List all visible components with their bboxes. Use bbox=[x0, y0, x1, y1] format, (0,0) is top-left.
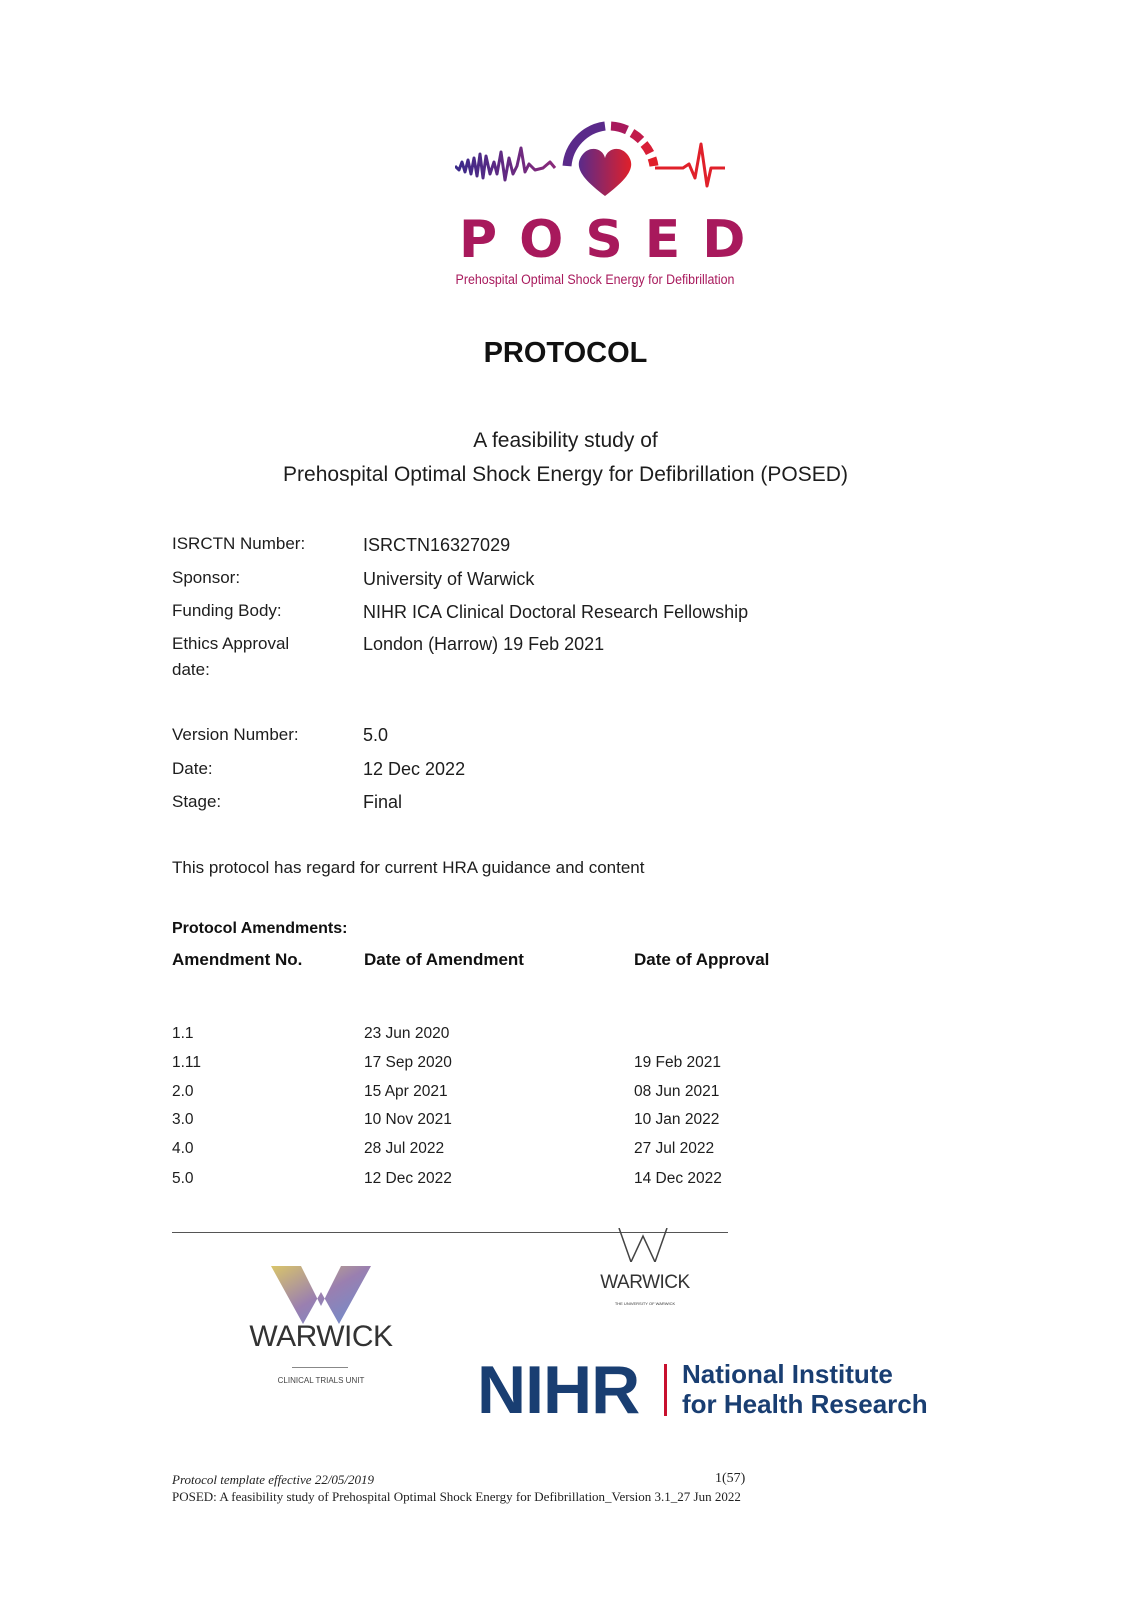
warwick-university-subtext: THE UNIVERSITY OF WARWICK bbox=[614, 1301, 676, 1306]
ctu-divider bbox=[292, 1367, 348, 1368]
table-cell: 28 Jul 2022 bbox=[364, 1140, 445, 1157]
posed-tagline: Prehospital Optimal Shock Energy for Defibrillation bbox=[455, 272, 735, 287]
document-title: PROTOCOL bbox=[483, 337, 648, 369]
ethics-value: London (Harrow) 19 Feb 2021 bbox=[363, 634, 605, 654]
table-cell: 4.0 bbox=[172, 1140, 194, 1157]
ecg-wave-right-icon bbox=[655, 144, 725, 186]
table-cell: 2.0 bbox=[172, 1083, 194, 1100]
table-cell: 15 Apr 2021 bbox=[364, 1083, 448, 1100]
sponsor-label: Sponsor: bbox=[172, 568, 241, 587]
warwick-w-icon bbox=[617, 1228, 669, 1262]
table-cell: 08 Jun 2021 bbox=[634, 1083, 720, 1100]
subtitle-line-1: A feasibility study of bbox=[473, 429, 658, 452]
sponsor-value: University of Warwick bbox=[363, 569, 535, 589]
col-header-amendment-no: Amendment No. bbox=[172, 950, 303, 969]
hra-note: This protocol has regard for current HRA guidance and content bbox=[172, 858, 645, 877]
table-cell: 19 Feb 2021 bbox=[634, 1054, 722, 1071]
warwick-university-logo-text: WARWICK bbox=[600, 1272, 690, 1293]
footer-document-ref: POSED: A feasibility study of Prehospital Optimal Shock Energy for Defibrillation_Version 3.1_27 Jun 2022 bbox=[172, 1489, 741, 1504]
posed-wordmark: POSED bbox=[459, 210, 768, 270]
nihr-name-line-2: for Health Research bbox=[682, 1389, 928, 1419]
stage-label: Stage: bbox=[172, 792, 222, 811]
table-cell: 3.0 bbox=[172, 1111, 194, 1128]
col-header-date-of-amendment: Date of Amendment bbox=[364, 950, 524, 969]
table-cell: 12 Dec 2022 bbox=[364, 1170, 452, 1187]
nihr-name-line-1: National Institute bbox=[682, 1359, 893, 1389]
page-number: 1(57) bbox=[715, 1471, 746, 1486]
date-value: 12 Dec 2022 bbox=[363, 759, 466, 779]
funding-value: NIHR ICA Clinical Doctoral Research Fellowship bbox=[363, 602, 749, 622]
table-cell: 1.11 bbox=[172, 1054, 202, 1071]
subtitle-line-2: Prehospital Optimal Shock Energy for Defibrillation (POSED) bbox=[283, 463, 848, 486]
table-cell: 14 Dec 2022 bbox=[634, 1170, 722, 1187]
table-cell: 27 Jul 2022 bbox=[634, 1140, 715, 1157]
nihr-divider bbox=[664, 1364, 667, 1416]
table-cell: 17 Sep 2020 bbox=[364, 1054, 452, 1071]
ctu-logo-text: WARWICK bbox=[249, 1320, 393, 1353]
table-cell: 1.1 bbox=[172, 1025, 194, 1042]
funding-label: Funding Body: bbox=[172, 601, 282, 620]
version-value: 5.0 bbox=[363, 725, 389, 745]
ecg-wave-left-icon bbox=[455, 148, 555, 180]
table-cell: 23 Jun 2020 bbox=[364, 1025, 450, 1042]
isrctn-label: ISRCTN Number: bbox=[172, 534, 306, 553]
table-cell: 10 Nov 2021 bbox=[364, 1111, 452, 1128]
footer-template-note: Protocol template effective 22/05/2019 bbox=[172, 1472, 375, 1487]
date-label: Date: bbox=[172, 759, 213, 778]
nihr-logo-abbr: NIHR bbox=[477, 1352, 640, 1428]
table-cell: 5.0 bbox=[172, 1170, 194, 1187]
col-header-date-of-approval: Date of Approval bbox=[634, 950, 770, 969]
version-label: Version Number: bbox=[172, 725, 299, 744]
table-cell: 10 Jan 2022 bbox=[634, 1111, 720, 1128]
stage-value: Final bbox=[363, 792, 403, 812]
heart-icon bbox=[579, 149, 631, 196]
ctu-w-icon bbox=[271, 1266, 371, 1324]
isrctn-value: ISRCTN16327029 bbox=[363, 535, 511, 555]
ethics-label: Ethics Approval date: bbox=[172, 634, 290, 679]
amendments-heading: Protocol Amendments: bbox=[172, 920, 348, 937]
ctu-subtext: CLINICAL TRIALS UNIT bbox=[277, 1376, 365, 1385]
